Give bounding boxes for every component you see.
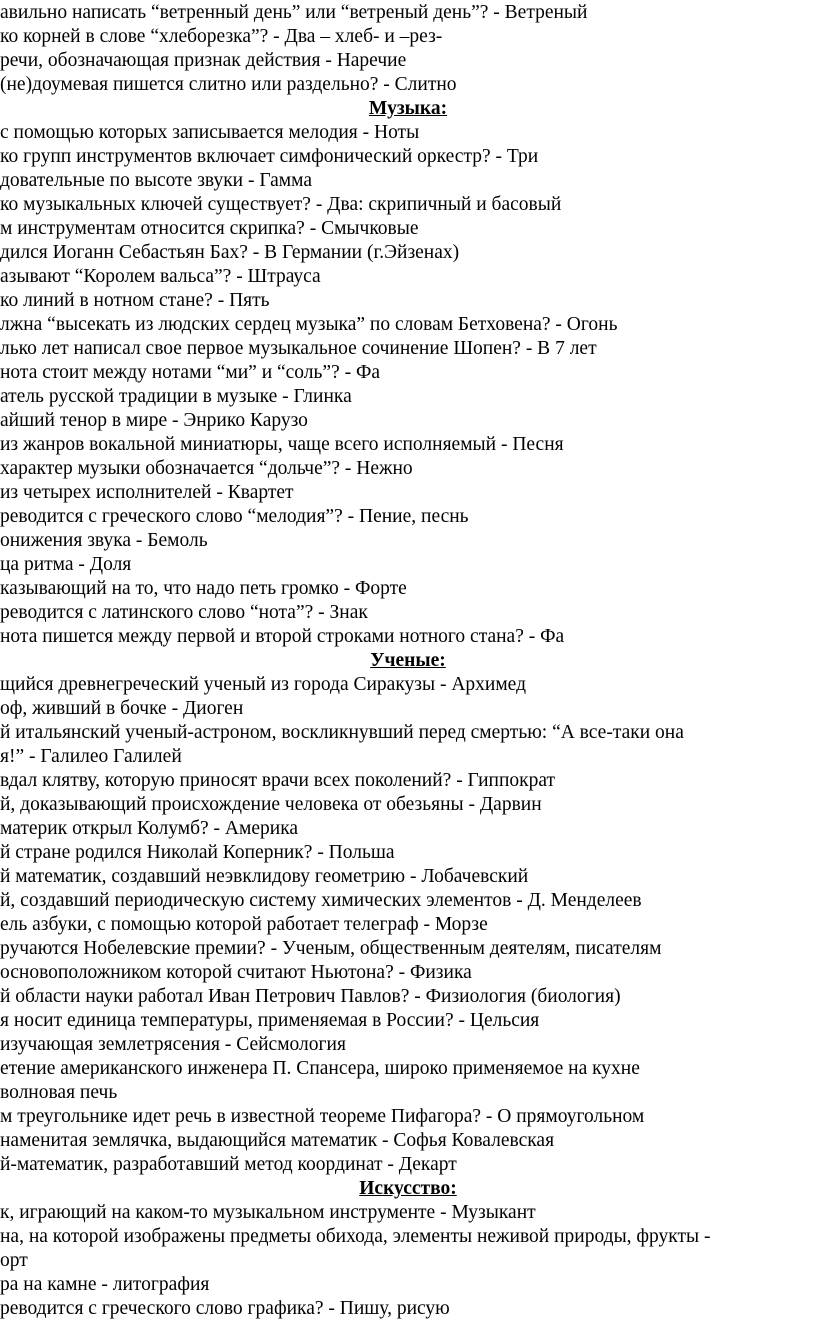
text-line: я!” - Галилео Галилей: [0, 746, 182, 767]
text-line: довательные по высоте звуки - Гамма: [0, 170, 312, 191]
text-line: нота пишется между первой и второй строками нотного стана? - Фа: [0, 626, 565, 647]
text-line: казывающий на то, что надо петь громко - Форте: [0, 578, 407, 599]
text-line: лько лет написал свое первое музыкальное сочинение Шопен? - В 7 лет: [0, 338, 597, 359]
text-line: (не)доумевая пишется слитно или раздельно? - Слитно: [0, 74, 457, 95]
text-line: материк открыл Колумб? - Америка: [0, 818, 299, 839]
section-heading-scientists: Ученые:: [370, 650, 446, 671]
text-line: реводится с латинского слово “нота”? - Знак: [0, 602, 368, 623]
text-line: ель азбуки, с помощью которой работает телеграф - Морзе: [0, 914, 488, 935]
text-line: ко музыкальных ключей существует? - Два: скрипичный и басовый: [0, 194, 562, 215]
text-line: с помощью которых записывается мелодия - Ноты: [0, 122, 420, 143]
text-line: наменитая землячка, выдающийся математик - Софья Ковалевская: [0, 1130, 555, 1151]
text-line: етение американского инженера П. Спансера, широко применяемое на кухне: [0, 1058, 640, 1079]
text-line: атель русской традиции в музыке - Глинка: [0, 386, 352, 407]
text-line: ко групп инструментов включает симфонический оркестр? - Три: [0, 146, 539, 167]
text-line: волновая печь: [0, 1082, 118, 1103]
text-line: на, на которой изображены предметы обихода, элементы неживой природы, фрукты -: [0, 1226, 711, 1247]
text-line: онижения звука - Бемоль: [0, 530, 208, 551]
text-line: й стране родился Николай Коперник? - Польша: [0, 842, 395, 863]
text-line: я носит единица температуры, применяемая в России? - Цельсия: [0, 1010, 540, 1031]
text-line: азывают “Королем вальса”? - Штрауса: [0, 266, 321, 287]
text-line: ра на камне - литография: [0, 1274, 210, 1295]
text-line: к, играющий на каком-то музыкальном инструменте - Музыкант: [0, 1202, 536, 1223]
text-line: м треугольнике идет речь в известной теореме Пифагора? - О прямоугольном: [0, 1106, 645, 1127]
text-line: изучающая землетрясения - Сейсмология: [0, 1034, 346, 1055]
text-line: м инструментам относится скрипка? - Смычковые: [0, 218, 419, 239]
text-line: й, создавший периодическую систему химических элементов - Д. Менделеев: [0, 890, 642, 911]
text-line: айший тенор в мире - Энрико Карузо: [0, 410, 308, 431]
text-line: авильно написать “ветренный день” или “ветреный день”? - Ветреный: [0, 2, 588, 23]
text-line: речи, обозначающая признак действия - Наречие: [0, 50, 407, 71]
text-line: ручаются Нобелевские премии? - Ученым, общественным деятелям, писателям: [0, 938, 662, 959]
text-line: ко корней в слове “хлеборезка”? - Два – хлеб- и –рез-: [0, 26, 443, 47]
text-line: нота стоит между нотами “ми” и “соль”? - Фа: [0, 362, 381, 383]
text-line: й итальянский ученый-астроном, воскликнувший перед смертью: “А все-таки она: [0, 722, 684, 743]
section-heading-art: Искусство:: [359, 1178, 457, 1199]
text-line: реводится с греческого слово графика? - Пишу, рисую: [0, 1298, 450, 1319]
text-line: характер музыки обозначается “дольче”? - Нежно: [0, 458, 413, 479]
section-heading-music: Музыка:: [368, 98, 448, 119]
text-line: й, доказывающий происхождение человека от обезьяны - Дарвин: [0, 794, 542, 815]
text-line: ца ритма - Доля: [0, 554, 132, 575]
text-line: й области науки работал Иван Петрович Павлов? - Физиология (биология): [0, 986, 621, 1007]
text-line: лжна “высекать из людских сердец музыка” по словам Бетховена? - Огонь: [0, 314, 618, 335]
text-line: й-математик, разработавший метод координат - Декарт: [0, 1154, 457, 1175]
text-line: из четырех исполнителей - Квартет: [0, 482, 294, 503]
text-line: орт: [0, 1250, 28, 1271]
text-line: из жанров вокальной миниатюры, чаще всего исполняемый - Песня: [0, 434, 564, 455]
text-line: основоположником которой считают Ньютона? - Физика: [0, 962, 472, 983]
text-line: щийся древнегреческий ученый из города Сиракузы - Архимед: [0, 674, 526, 695]
text-line: дился Иоганн Себастьян Бах? - В Германии (г.Эйзенах): [0, 242, 460, 263]
text-line: ко линий в нотном стане? - Пять: [0, 290, 270, 311]
text-line: реводится с греческого слово “мелодия”? - Пение, песнь: [0, 506, 469, 527]
text-line: вдал клятву, которую приносят врачи всех поколений? - Гиппократ: [0, 770, 556, 791]
text-line: й математик, создавший неэвклидову геометрию - Лобачевский: [0, 866, 529, 887]
text-line: оф, живший в бочке - Диоген: [0, 698, 244, 719]
